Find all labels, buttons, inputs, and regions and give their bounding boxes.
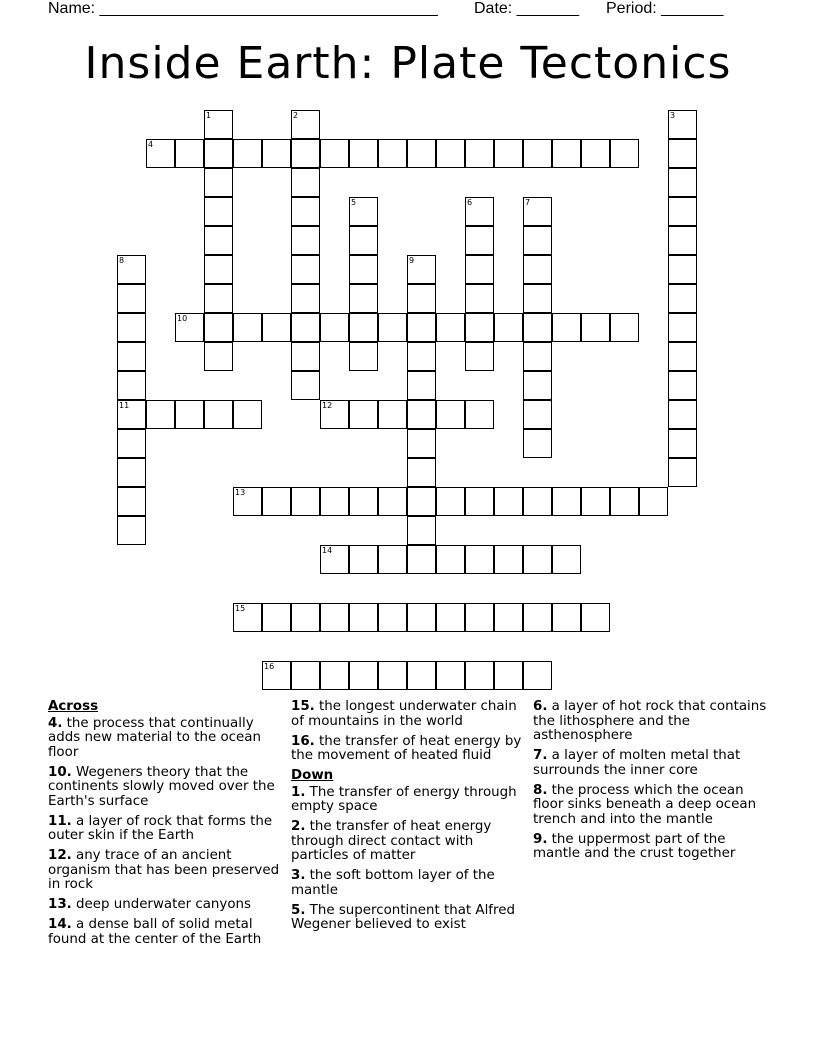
grid-cell[interactable] <box>204 168 233 197</box>
clue-item <box>533 749 769 778</box>
grid-cell[interactable] <box>465 226 494 255</box>
grid-cell[interactable] <box>204 226 233 255</box>
grid-cell[interactable] <box>117 429 146 458</box>
grid-cell[interactable] <box>523 342 552 371</box>
clue-item <box>48 898 284 913</box>
clue-text: the soft bottom layer of the mantle <box>291 868 495 898</box>
grid-cell[interactable] <box>552 313 581 342</box>
clue-number: 7. <box>533 748 548 763</box>
grid-cell[interactable] <box>175 139 204 168</box>
clue-number-label: 8 <box>119 256 125 265</box>
clue-number-label: 11 <box>119 401 130 410</box>
clue-text: the process which the ocean floor sinks beneath a deep ocean trench and into the mantle <box>533 782 757 827</box>
name-field: Name: ______________________________________ <box>48 0 438 17</box>
clue-column-1 <box>48 700 284 953</box>
grid-cell[interactable] <box>262 603 291 632</box>
clue-text: a layer of hot rock that contains the lithosphere and the asthenosphere <box>533 699 767 743</box>
grid-cell[interactable] <box>668 371 697 400</box>
clue-number: 16. <box>291 733 315 749</box>
clue-number: 8. <box>533 782 548 798</box>
grid-cell[interactable] <box>262 313 291 342</box>
grid-cell[interactable] <box>175 400 204 429</box>
grid-cell[interactable] <box>349 139 378 168</box>
grid-cell[interactable] <box>668 226 697 255</box>
grid-cell[interactable] <box>117 342 146 371</box>
grid-cell[interactable] <box>523 226 552 255</box>
grid-cell[interactable] <box>407 661 436 690</box>
clue-number-label: 12 <box>322 401 333 410</box>
grid-cell[interactable] <box>291 313 320 342</box>
clue-item <box>291 904 527 933</box>
grid-cell[interactable] <box>407 371 436 400</box>
grid-cell[interactable] <box>378 313 407 342</box>
grid-cell[interactable] <box>378 487 407 516</box>
clue-item <box>291 786 527 815</box>
grid-cell[interactable] <box>610 313 639 342</box>
clue-number-label: 9 <box>409 256 415 265</box>
grid-cell[interactable] <box>407 487 436 516</box>
grid-cell[interactable] <box>523 139 552 168</box>
clue-item <box>291 820 527 864</box>
grid-cell[interactable] <box>204 342 233 371</box>
clue-number: 15. <box>291 699 315 714</box>
clue-number-label: 16 <box>264 662 275 671</box>
grid-cell[interactable] <box>465 603 494 632</box>
grid-cell[interactable] <box>494 487 523 516</box>
grid-cell[interactable] <box>146 400 175 429</box>
grid-cell[interactable] <box>581 313 610 342</box>
grid-cell[interactable] <box>668 400 697 429</box>
grid-cell[interactable] <box>320 139 349 168</box>
clue-number-label: 15 <box>235 604 246 613</box>
grid-cell[interactable] <box>204 284 233 313</box>
grid-cell[interactable] <box>233 313 262 342</box>
clue-column-2 <box>291 700 527 938</box>
clue-item <box>533 700 769 744</box>
grid-cell[interactable] <box>320 313 349 342</box>
clue-text: deep underwater canyons <box>71 897 251 912</box>
grid-cell[interactable] <box>465 661 494 690</box>
grid-cell[interactable] <box>378 400 407 429</box>
grid-cell[interactable] <box>291 487 320 516</box>
clue-item <box>291 735 527 764</box>
clue-number: 2. <box>291 819 306 834</box>
grid-cell[interactable] <box>349 661 378 690</box>
grid-cell[interactable] <box>494 313 523 342</box>
grid-cell[interactable] <box>378 545 407 574</box>
grid-cell[interactable] <box>465 313 494 342</box>
grid-cell[interactable] <box>204 197 233 226</box>
grid-cell[interactable] <box>291 255 320 284</box>
clue-number-label: 1 <box>206 111 212 120</box>
clue-number: 5. <box>291 902 306 918</box>
grid-cell[interactable] <box>291 661 320 690</box>
grid-cell[interactable] <box>291 342 320 371</box>
grid-cell[interactable] <box>117 284 146 313</box>
grid-cell[interactable] <box>436 139 465 168</box>
grid-cell[interactable] <box>465 487 494 516</box>
grid-cell[interactable] <box>320 603 349 632</box>
grid-cell[interactable] <box>523 371 552 400</box>
grid-cell[interactable] <box>262 487 291 516</box>
grid-cell[interactable] <box>204 313 233 342</box>
clue-number: 10. <box>48 764 72 780</box>
grid-cell[interactable] <box>581 139 610 168</box>
grid-cell[interactable] <box>349 603 378 632</box>
clue-text: the transfer of heat energy by the movement of heated fluid <box>291 733 522 763</box>
grid-cell[interactable] <box>523 313 552 342</box>
grid-cell[interactable] <box>552 545 581 574</box>
clue-text: a dense ball of solid metal found at the center of the Earth <box>48 917 262 947</box>
grid-cell[interactable] <box>523 603 552 632</box>
grid-cell[interactable] <box>668 139 697 168</box>
grid-cell[interactable] <box>320 487 349 516</box>
clue-number: 6. <box>533 699 548 714</box>
clue-section-heading: Across <box>48 699 99 714</box>
grid-cell[interactable] <box>436 545 465 574</box>
clue-item <box>533 833 769 862</box>
clue-number: 11. <box>48 813 72 829</box>
grid-cell[interactable] <box>610 487 639 516</box>
clue-text: a layer of rock that forms the outer skin if the Earth <box>48 813 273 843</box>
worksheet-title: Inside Earth: Plate Tectonics <box>84 38 732 89</box>
clue-item <box>291 869 527 898</box>
grid-cell[interactable] <box>233 400 262 429</box>
grid-cell[interactable] <box>204 400 233 429</box>
grid-cell[interactable] <box>668 313 697 342</box>
grid-cell[interactable] <box>436 661 465 690</box>
clue-number-label: 3 <box>670 111 676 120</box>
grid-cell[interactable] <box>494 661 523 690</box>
clue-number-label: 10 <box>177 314 188 323</box>
clue-number: 4. <box>48 715 63 731</box>
clue-column-3 <box>533 700 769 867</box>
grid-cell[interactable] <box>668 197 697 226</box>
clue-item <box>48 766 284 810</box>
grid-cell[interactable] <box>523 661 552 690</box>
grid-cell[interactable] <box>552 139 581 168</box>
clue-text: the uppermost part of the mantle and the crust together <box>533 831 736 861</box>
grid-cell[interactable] <box>262 139 291 168</box>
clue-number-label: 13 <box>235 488 246 497</box>
grid-cell[interactable] <box>523 545 552 574</box>
grid-cell[interactable] <box>349 487 378 516</box>
grid-cell[interactable] <box>117 487 146 516</box>
grid-cell[interactable] <box>436 603 465 632</box>
grid-cell[interactable] <box>349 545 378 574</box>
clue-item <box>48 849 284 893</box>
grid-cell[interactable] <box>552 487 581 516</box>
clue-number: 14. <box>48 917 72 932</box>
grid-cell[interactable] <box>349 226 378 255</box>
grid-cell[interactable] <box>291 371 320 400</box>
grid-cell[interactable] <box>407 516 436 545</box>
clue-item <box>48 918 284 947</box>
grid-cell[interactable] <box>204 255 233 284</box>
grid-cell[interactable] <box>204 139 233 168</box>
grid-cell[interactable] <box>291 168 320 197</box>
clue-item <box>291 700 527 729</box>
grid-cell[interactable] <box>639 487 668 516</box>
clue-text: Wegeners theory that the continents slowly moved over the Earth's surface <box>48 764 275 809</box>
grid-cell[interactable] <box>291 226 320 255</box>
grid-cell[interactable] <box>465 255 494 284</box>
grid-cell[interactable] <box>465 400 494 429</box>
grid-cell[interactable] <box>117 371 146 400</box>
grid-cell[interactable] <box>407 545 436 574</box>
grid-cell[interactable] <box>436 487 465 516</box>
grid-cell[interactable] <box>465 342 494 371</box>
clue-number-label: 2 <box>293 111 299 120</box>
grid-cell[interactable] <box>117 313 146 342</box>
grid-cell[interactable] <box>668 429 697 458</box>
grid-cell[interactable] <box>523 284 552 313</box>
clue-text: the process that continually adds new material to the ocean floor <box>48 715 261 760</box>
grid-cell[interactable] <box>291 139 320 168</box>
date-field: Date: _______ <box>474 0 579 17</box>
grid-cell[interactable] <box>465 284 494 313</box>
grid-cell[interactable] <box>407 400 436 429</box>
clue-text: the transfer of heat energy through direct contact with particles of matter <box>291 819 492 863</box>
grid-cell[interactable] <box>523 400 552 429</box>
grid-cell[interactable] <box>407 313 436 342</box>
grid-cell[interactable] <box>407 458 436 487</box>
grid-cell[interactable] <box>291 197 320 226</box>
clue-text: any trace of an ancient organism that has been preserved in rock <box>48 848 280 892</box>
grid-cell[interactable] <box>610 139 639 168</box>
grid-cell[interactable] <box>407 139 436 168</box>
grid-cell[interactable] <box>523 429 552 458</box>
period-field: Period: _______ <box>606 0 724 17</box>
grid-cell[interactable] <box>349 342 378 371</box>
grid-cell[interactable] <box>668 458 697 487</box>
grid-cell[interactable] <box>117 458 146 487</box>
grid-cell[interactable] <box>668 284 697 313</box>
grid-cell[interactable] <box>436 313 465 342</box>
grid-cell[interactable] <box>581 487 610 516</box>
grid-cell[interactable] <box>465 545 494 574</box>
clue-number: 12. <box>48 848 72 863</box>
grid-cell[interactable] <box>320 661 349 690</box>
clue-number-label: 6 <box>467 198 473 207</box>
grid-cell[interactable] <box>378 139 407 168</box>
clue-text: The supercontinent that Alfred Wegener believed to exist <box>291 902 515 932</box>
grid-cell[interactable] <box>233 139 262 168</box>
clue-item <box>48 717 284 761</box>
grid-cell[interactable] <box>523 487 552 516</box>
clue-number-label: 5 <box>351 198 357 207</box>
clue-item <box>48 815 284 844</box>
grid-cell[interactable] <box>349 284 378 313</box>
grid-cell[interactable] <box>436 400 465 429</box>
clue-text: a layer of molten metal that surrounds the inner core <box>533 748 741 778</box>
clue-number: 9. <box>533 831 548 847</box>
grid-cell[interactable] <box>378 661 407 690</box>
clue-section-heading: Down <box>291 768 334 783</box>
clue-item <box>533 784 769 828</box>
grid-cell[interactable] <box>378 603 407 632</box>
grid-cell[interactable] <box>494 545 523 574</box>
grid-cell[interactable] <box>407 284 436 313</box>
grid-cell[interactable] <box>552 603 581 632</box>
grid-cell[interactable] <box>349 400 378 429</box>
grid-cell[interactable] <box>407 429 436 458</box>
clue-number: 1. <box>291 784 306 800</box>
grid-cell[interactable] <box>407 603 436 632</box>
clue-number-label: 14 <box>322 546 333 555</box>
grid-cell[interactable] <box>494 139 523 168</box>
clue-number: 13. <box>48 897 72 912</box>
clue-number-label: 4 <box>148 140 154 149</box>
grid-cell[interactable] <box>291 284 320 313</box>
grid-cell[interactable] <box>349 255 378 284</box>
grid-cell[interactable] <box>407 342 436 371</box>
clue-text: The transfer of energy through empty space <box>291 784 517 814</box>
clue-text: the longest underwater chain of mountains in the world <box>291 699 517 729</box>
grid-cell[interactable] <box>523 255 552 284</box>
grid-cell[interactable] <box>494 603 523 632</box>
grid-cell[interactable] <box>668 342 697 371</box>
grid-cell[interactable] <box>581 603 610 632</box>
grid-cell[interactable] <box>668 255 697 284</box>
grid-cell[interactable] <box>668 168 697 197</box>
grid-cell[interactable] <box>117 516 146 545</box>
grid-cell[interactable] <box>291 603 320 632</box>
grid-cell[interactable] <box>349 313 378 342</box>
clue-number: 3. <box>291 868 306 883</box>
clue-number-label: 7 <box>525 198 531 207</box>
grid-cell[interactable] <box>465 139 494 168</box>
